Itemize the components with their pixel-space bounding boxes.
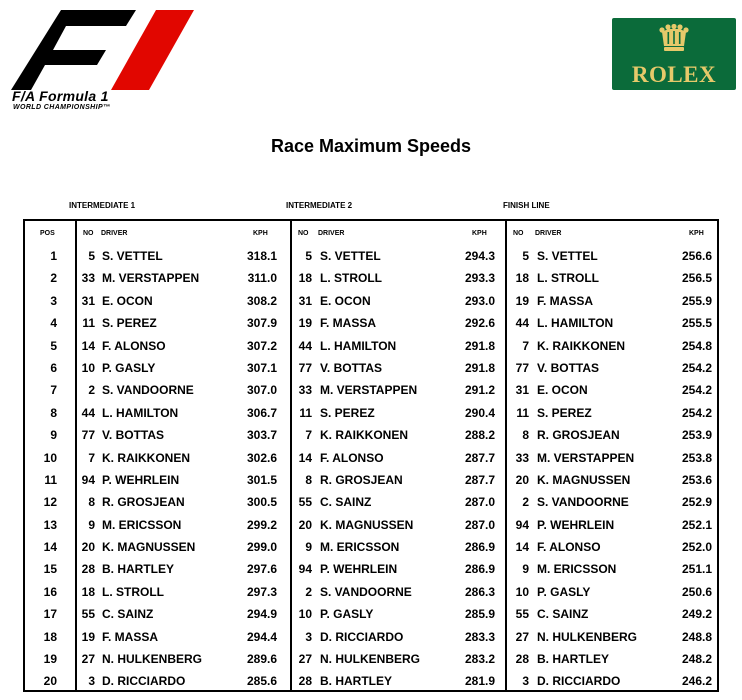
table-row: [25, 424, 717, 446]
car-number: 19: [81, 629, 95, 644]
position: 10: [43, 450, 57, 465]
table-row: [25, 312, 717, 334]
driver-name: D. RICCIARDO: [102, 674, 186, 689]
car-number: 19: [515, 293, 529, 308]
section-finish-line: FINISH LINE: [503, 201, 550, 210]
max-speed-kph: 254.2: [681, 360, 712, 375]
position: 19: [43, 652, 57, 667]
max-speed-kph: 297.3: [246, 584, 277, 599]
car-number: 44: [81, 405, 95, 420]
max-speed-kph: 252.1: [681, 517, 712, 532]
max-speed-kph: 286.9: [464, 562, 495, 577]
car-number: 94: [515, 517, 529, 532]
car-number: 55: [81, 607, 95, 622]
max-speed-kph: 256.5: [681, 271, 712, 286]
driver-name: L. HAMILTON: [537, 316, 614, 331]
driver-name: K. MAGNUSSEN: [537, 472, 631, 487]
driver-name: P. GASLY: [537, 584, 591, 599]
max-speed-kph: 246.2: [681, 674, 712, 689]
car-number: 8: [522, 428, 529, 443]
max-speed-kph: 252.9: [681, 495, 712, 510]
driver-name: S. VANDOORNE: [537, 495, 629, 510]
driver-name: S. PEREZ: [537, 405, 592, 420]
max-speed-kph: 287.7: [464, 450, 495, 465]
driver-name: P. WEHRLEIN: [320, 562, 398, 577]
max-speed-kph: 287.7: [464, 472, 495, 487]
max-speed-kph: 254.8: [681, 338, 712, 353]
table-row: [25, 379, 717, 401]
max-speed-kph: 286.9: [464, 540, 495, 555]
max-speed-kph: 288.2: [464, 428, 495, 443]
car-number: 28: [515, 652, 529, 667]
car-number: 14: [515, 540, 529, 555]
car-number: 20: [515, 472, 529, 487]
car-number: 33: [298, 383, 312, 398]
max-speed-kph: 283.3: [464, 629, 495, 644]
car-number: 7: [305, 428, 312, 443]
max-speed-kph: 294.4: [246, 629, 277, 644]
max-speed-kph: 299.0: [246, 540, 277, 555]
car-number: 55: [298, 495, 312, 510]
position: 8: [50, 405, 57, 420]
driver-name: K. MAGNUSSEN: [320, 517, 414, 532]
max-speed-kph: 303.7: [246, 428, 277, 443]
driver-name: L. STROLL: [320, 271, 382, 286]
driver-name: E. OCON: [102, 293, 153, 308]
car-number: 31: [298, 293, 312, 308]
header-driver: DRIVER: [535, 230, 562, 237]
driver-name: K. RAIKKONEN: [320, 428, 409, 443]
crown-icon: [658, 24, 690, 56]
driver-name: C. SAINZ: [102, 607, 154, 622]
section-intermediate-2: INTERMEDIATE 2: [286, 201, 353, 210]
driver-name: E. OCON: [537, 383, 588, 398]
driver-name: C. SAINZ: [537, 607, 589, 622]
position: 5: [50, 338, 57, 353]
max-speed-kph: 294.3: [464, 249, 495, 263]
max-speed-kph: 286.3: [464, 584, 495, 599]
sponsor-name: ROLEX: [631, 62, 717, 87]
max-speed-kph: 318.1: [246, 249, 277, 263]
max-speed-kph: 299.2: [246, 517, 277, 532]
driver-name: R. GROSJEAN: [320, 472, 403, 487]
car-number: 31: [81, 293, 95, 308]
position: 13: [43, 517, 57, 532]
speeds-table: [23, 219, 719, 692]
car-number: 10: [298, 607, 312, 622]
max-speed-kph: 293.0: [464, 293, 495, 308]
car-number: 44: [515, 316, 529, 331]
car-number: 44: [298, 338, 312, 353]
car-number: 7: [88, 450, 95, 465]
driver-name: S. VETTEL: [537, 249, 598, 263]
car-number: 28: [81, 562, 95, 577]
car-number: 27: [515, 629, 529, 644]
driver-name: L. HAMILTON: [102, 405, 179, 420]
table-row: [25, 648, 717, 670]
max-speed-kph: 250.6: [681, 584, 712, 599]
max-speed-kph: 253.9: [681, 428, 712, 443]
car-number: 3: [305, 629, 312, 644]
driver-name: F. ALONSO: [320, 450, 384, 465]
driver-name: V. BOTTAS: [320, 360, 383, 375]
header-no: NO: [298, 230, 309, 237]
max-speed-kph: 253.6: [681, 472, 712, 487]
max-speed-kph: 291.8: [464, 338, 495, 353]
position: 16: [43, 584, 57, 599]
f1-mark-icon: [6, 10, 196, 90]
driver-name: V. BOTTAS: [102, 428, 165, 443]
car-number: 77: [515, 360, 529, 375]
car-number: 14: [81, 338, 95, 353]
car-number: 18: [81, 584, 95, 599]
car-number: 94: [81, 472, 95, 487]
car-number: 20: [81, 540, 95, 555]
max-speed-kph: 300.5: [246, 495, 277, 510]
driver-name: B. HARTLEY: [102, 562, 174, 577]
max-speed-kph: 306.7: [246, 405, 277, 420]
car-number: 19: [298, 316, 312, 331]
driver-name: L. HAMILTON: [320, 338, 397, 353]
driver-name: D. RICCIARDO: [537, 674, 621, 689]
position: 1: [50, 249, 57, 263]
rolex-logo: [612, 18, 736, 90]
f1-logo: [6, 10, 196, 110]
max-speed-kph: 307.1: [246, 360, 277, 375]
logo-wordmark: F/A Formula 1: [12, 88, 109, 104]
car-number: 10: [81, 360, 95, 375]
car-number: 5: [522, 249, 529, 263]
car-number: 5: [305, 249, 312, 263]
car-number: 9: [88, 517, 95, 532]
max-speed-kph: 254.2: [681, 405, 712, 420]
max-speed-kph: 249.2: [681, 607, 712, 622]
table-row: [25, 245, 717, 267]
car-number: 2: [88, 383, 95, 398]
header-no: NO: [83, 230, 94, 237]
max-speed-kph: 291.2: [464, 383, 495, 398]
position: 12: [43, 495, 57, 510]
max-speed-kph: 308.2: [246, 293, 277, 308]
driver-name: M. VERSTAPPEN: [537, 450, 635, 465]
position: 2: [50, 271, 57, 286]
header-kph: KPH: [689, 230, 704, 237]
driver-name: F. MASSA: [537, 293, 594, 308]
max-speed-kph: 281.9: [464, 674, 495, 689]
position: 4: [50, 316, 57, 331]
driver-name: S. VANDOORNE: [320, 584, 412, 599]
driver-name: P. WEHRLEIN: [537, 517, 615, 532]
max-speed-kph: 255.5: [681, 316, 712, 331]
driver-name: R. GROSJEAN: [102, 495, 185, 510]
position: 17: [43, 607, 57, 622]
driver-name: S. VANDOORNE: [102, 383, 194, 398]
car-number: 7: [522, 338, 529, 353]
table-row: [25, 335, 717, 357]
position: 3: [50, 293, 57, 308]
driver-name: F. ALONSO: [102, 338, 166, 353]
driver-name: F. ALONSO: [537, 540, 601, 555]
max-speed-kph: 301.5: [246, 472, 277, 487]
driver-name: F. MASSA: [320, 316, 377, 331]
car-number: 94: [298, 562, 312, 577]
car-number: 2: [305, 584, 312, 599]
car-number: 3: [88, 674, 95, 689]
header-driver: DRIVER: [318, 230, 345, 237]
car-number: 28: [298, 674, 312, 689]
table-row: [25, 536, 717, 558]
max-speed-kph: 287.0: [464, 517, 495, 532]
driver-name: K. RAIKKONEN: [102, 450, 191, 465]
car-number: 8: [305, 472, 312, 487]
driver-name: N. HULKENBERG: [537, 629, 638, 644]
driver-name: F. MASSA: [102, 629, 159, 644]
max-speed-kph: 311.0: [247, 271, 277, 286]
car-number: 77: [81, 428, 95, 443]
max-speed-kph: 307.2: [246, 338, 277, 353]
table-row: [25, 447, 717, 469]
table-body: [25, 245, 717, 693]
table-row: [25, 469, 717, 491]
table-row: [25, 558, 717, 580]
car-number: 10: [515, 584, 529, 599]
car-number: 8: [88, 495, 95, 510]
car-number: 33: [81, 271, 95, 286]
driver-name: M. ERICSSON: [102, 517, 182, 532]
max-speed-kph: 293.3: [464, 271, 495, 286]
header-pos: POS: [40, 230, 55, 237]
max-speed-kph: 297.6: [246, 562, 277, 577]
driver-name: M. VERSTAPPEN: [320, 383, 418, 398]
position: 14: [43, 540, 57, 555]
position: 18: [43, 629, 57, 644]
logo-subline: WORLD CHAMPIONSHIP™: [13, 104, 111, 111]
max-speed-kph: 291.8: [464, 360, 495, 375]
car-number: 55: [515, 607, 529, 622]
driver-name: S. PEREZ: [320, 405, 375, 420]
car-number: 27: [81, 652, 95, 667]
car-number: 18: [515, 271, 529, 286]
car-number: 77: [298, 360, 312, 375]
driver-name: L. STROLL: [102, 584, 164, 599]
position: 9: [50, 428, 57, 443]
driver-name: M. ERICSSON: [537, 562, 617, 577]
max-speed-kph: 248.2: [681, 652, 712, 667]
header-no: NO: [513, 230, 524, 237]
max-speed-kph: 248.8: [681, 629, 712, 644]
max-speed-kph: 302.6: [246, 450, 277, 465]
max-speed-kph: 307.9: [246, 316, 277, 331]
max-speed-kph: 251.1: [681, 562, 712, 577]
position: 7: [50, 383, 57, 398]
position: 11: [44, 472, 57, 487]
driver-name: N. HULKENBERG: [320, 652, 421, 667]
max-speed-kph: 289.6: [246, 652, 277, 667]
max-speed-kph: 254.2: [681, 383, 712, 398]
table-row: [25, 603, 717, 625]
driver-name: L. STROLL: [537, 271, 599, 286]
car-number: 33: [515, 450, 529, 465]
car-number: 9: [522, 562, 529, 577]
car-number: 5: [88, 249, 95, 263]
max-speed-kph: 307.0: [246, 383, 277, 398]
car-number: 18: [298, 271, 312, 286]
max-speed-kph: 290.4: [464, 405, 495, 420]
position: 6: [50, 360, 57, 375]
header-kph: KPH: [472, 230, 487, 237]
header-kph: KPH: [253, 230, 268, 237]
driver-name: E. OCON: [320, 293, 371, 308]
max-speed-kph: 255.9: [681, 293, 712, 308]
car-number: 2: [522, 495, 529, 510]
table-row: [25, 581, 717, 603]
max-speed-kph: 285.9: [464, 607, 495, 622]
car-number: 11: [516, 405, 529, 420]
car-number: 14: [298, 450, 312, 465]
driver-name: D. RICCIARDO: [320, 629, 404, 644]
table-row: [25, 514, 717, 536]
driver-name: V. BOTTAS: [537, 360, 600, 375]
driver-name: M. VERSTAPPEN: [102, 271, 200, 286]
max-speed-kph: 294.9: [246, 607, 277, 622]
car-number: 9: [305, 540, 312, 555]
car-number: 20: [298, 517, 312, 532]
position: 15: [43, 562, 57, 577]
max-speed-kph: 256.6: [681, 249, 712, 263]
car-number: 11: [299, 405, 312, 420]
max-speed-kph: 253.8: [681, 450, 712, 465]
driver-name: N. HULKENBERG: [102, 652, 203, 667]
max-speed-kph: 252.0: [681, 540, 712, 555]
table-row: [25, 491, 717, 513]
page-title: Race Maximum Speeds: [270, 136, 472, 156]
driver-name: B. HARTLEY: [320, 674, 392, 689]
driver-name: B. HARTLEY: [537, 652, 609, 667]
max-speed-kph: 287.0: [464, 495, 495, 510]
section-intermediate-1: INTERMEDIATE 1: [69, 201, 136, 210]
driver-name: P. WEHRLEIN: [102, 472, 180, 487]
table-row: [25, 357, 717, 379]
table-row: [25, 290, 717, 312]
driver-name: C. SAINZ: [320, 495, 372, 510]
position: 20: [43, 674, 57, 689]
driver-name: S. PEREZ: [102, 316, 157, 331]
car-number: 11: [82, 316, 95, 331]
car-number: 3: [522, 674, 529, 689]
driver-name: P. GASLY: [102, 360, 156, 375]
max-speed-kph: 283.2: [464, 652, 495, 667]
driver-name: S. VETTEL: [102, 249, 163, 263]
driver-name: M. ERICSSON: [320, 540, 400, 555]
table-row: [25, 402, 717, 424]
driver-name: K. RAIKKONEN: [537, 338, 626, 353]
car-number: 31: [515, 383, 529, 398]
car-number: 27: [298, 652, 312, 667]
driver-name: K. MAGNUSSEN: [102, 540, 196, 555]
header-driver: DRIVER: [101, 230, 128, 237]
max-speed-kph: 285.6: [246, 674, 277, 689]
table-row: [25, 267, 717, 289]
driver-name: S. VETTEL: [320, 249, 381, 263]
table-row: [25, 626, 717, 648]
table-row: [25, 670, 717, 692]
max-speed-kph: 292.6: [464, 316, 495, 331]
driver-name: P. GASLY: [320, 607, 374, 622]
driver-name: R. GROSJEAN: [537, 428, 620, 443]
